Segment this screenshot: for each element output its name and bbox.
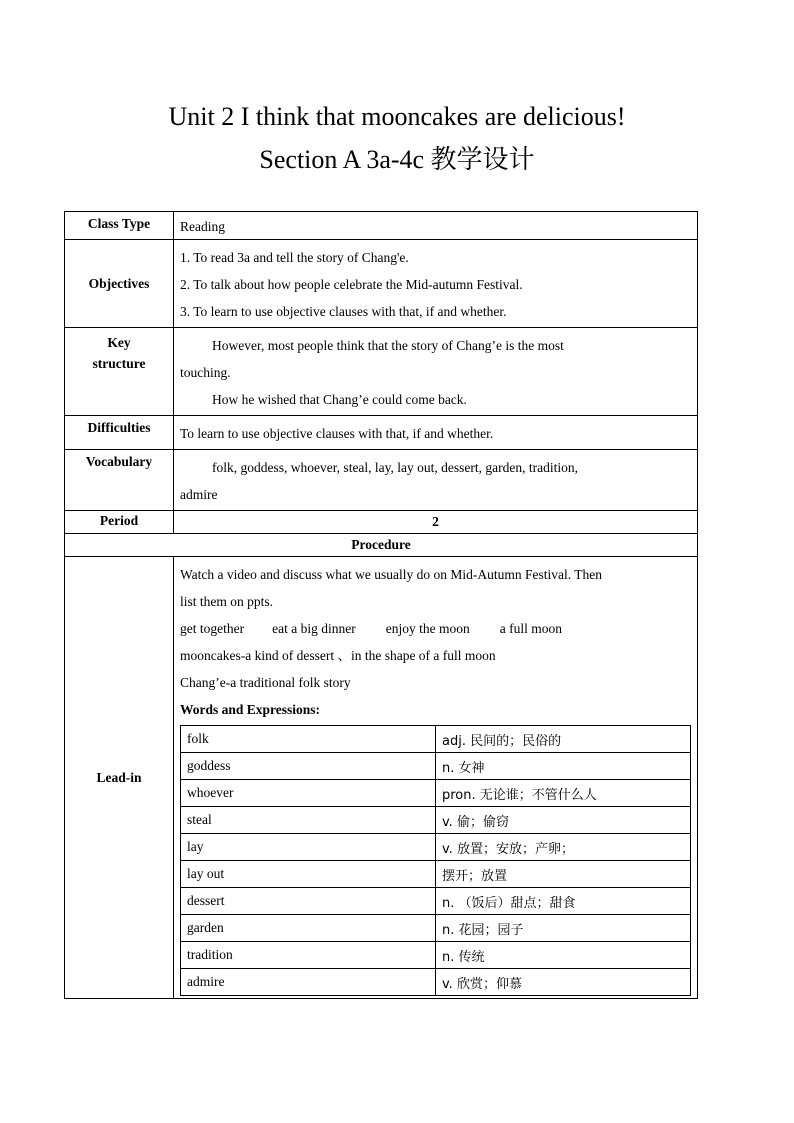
- procedure-heading: [65, 534, 698, 557]
- lead-in-content: [174, 557, 698, 999]
- row-objectives: [65, 240, 698, 328]
- key-structure-label-line1: Key: [107, 335, 131, 350]
- word-cn: n. 传统: [436, 942, 691, 969]
- phrase: enjoy the moon: [385, 621, 470, 636]
- difficulties-label-text: Difficulties: [87, 420, 151, 435]
- lead-in-line: Chang’e-a traditional folk story: [180, 675, 351, 690]
- difficulties-content: [174, 416, 698, 450]
- difficulties-label: [65, 416, 174, 450]
- vocabulary-label: [65, 450, 174, 511]
- word-cn: v. 欣赏；仰慕: [436, 969, 691, 996]
- objective-item: 1. To read 3a and tell the story of Chang'e.: [180, 250, 409, 265]
- class-type-label-text: Class Type: [87, 216, 151, 231]
- word-cn: adj. 民间的；民俗的: [436, 726, 691, 753]
- key-structure-content: [174, 328, 698, 416]
- objectives-list: [174, 240, 698, 328]
- table-row: [181, 915, 691, 942]
- lead-in-label: [65, 557, 174, 999]
- word-en: folk: [181, 726, 436, 753]
- word-en: dessert: [181, 888, 436, 915]
- word-en: admire: [181, 969, 436, 996]
- row-class-type: [65, 212, 698, 240]
- row-vocabulary: [65, 450, 698, 511]
- word-en: lay out: [181, 861, 436, 888]
- lead-in-line: Watch a video and discuss what we usually do on Mid-Autumn Festival. Then: [180, 567, 602, 582]
- table-row: [181, 969, 691, 996]
- objectives-label-text: Objectives: [88, 275, 150, 291]
- period-value-text: 2: [432, 514, 439, 529]
- lead-in-line: list them on ppts.: [180, 594, 274, 609]
- table-row: [181, 861, 691, 888]
- word-cn: v. 偷；偷窃: [436, 807, 691, 834]
- word-cn: n. （饭后）甜点；甜食: [436, 888, 691, 915]
- key-structure-sentence-cont: touching.: [180, 365, 231, 380]
- document-title: Unit 2 I think that mooncakes are delicious!: [168, 102, 626, 131]
- objectives-label: [65, 240, 174, 328]
- phrase: get together: [180, 621, 245, 636]
- key-structure-label: [65, 328, 174, 416]
- class-type-value: [174, 212, 698, 240]
- word-cn: n. 女神: [436, 753, 691, 780]
- table-row: [181, 834, 691, 861]
- word-en: lay: [181, 834, 436, 861]
- procedure-heading-text: Procedure: [351, 537, 411, 552]
- lead-in-label-text: Lead-in: [96, 769, 142, 785]
- phrase: a full moon: [499, 621, 562, 636]
- word-en: goddess: [181, 753, 436, 780]
- vocabulary-line: folk, goddess, whoever, steal, lay, lay out, dessert, garden, tradition,: [212, 460, 578, 475]
- lead-in-line: mooncakes-a kind of dessert 、in the shape of a full moon: [180, 648, 496, 663]
- vocabulary-label-text: Vocabulary: [85, 454, 153, 469]
- document-subtitle: Section A 3a-4c 教学设计: [259, 145, 535, 174]
- period-label-text: Period: [99, 513, 139, 528]
- word-en: tradition: [181, 942, 436, 969]
- period-value: [174, 511, 698, 534]
- row-period: [65, 511, 698, 534]
- key-structure-sentence: However, most people think that the story of Chang’e is the most: [212, 338, 564, 353]
- word-en: whoever: [181, 780, 436, 807]
- row-key-structure: [65, 328, 698, 416]
- word-cn: 摆开；放置: [436, 861, 691, 888]
- objective-item: 3. To learn to use objective clauses with that, if and whether.: [180, 304, 507, 319]
- row-difficulties: [65, 416, 698, 450]
- key-structure-label-line2: structure: [92, 356, 146, 371]
- word-cn: v. 放置；安放；产卵；: [436, 834, 691, 861]
- table-row: [181, 726, 691, 753]
- vocabulary-content: [174, 450, 698, 511]
- words-expressions-title: Words and Expressions:: [180, 702, 321, 717]
- table-row: [181, 888, 691, 915]
- class-type-text: Reading: [180, 219, 225, 234]
- word-en: garden: [181, 915, 436, 942]
- row-procedure: [65, 534, 698, 557]
- vocabulary-line: admire: [180, 487, 218, 502]
- table-row: [181, 807, 691, 834]
- class-type-label: [65, 212, 174, 240]
- word-cn: pron. 无论谁；不管什么人: [436, 780, 691, 807]
- table-row: [181, 753, 691, 780]
- phrase: eat a big dinner: [272, 621, 356, 636]
- key-structure-sentence: How he wished that Chang’e could come back.: [212, 392, 467, 407]
- difficulties-text: To learn to use objective clauses with that, if and whether.: [180, 426, 494, 441]
- table-row: [181, 942, 691, 969]
- word-en: steal: [181, 807, 436, 834]
- lesson-plan-table: [64, 211, 698, 999]
- lead-in-phrases: [180, 615, 691, 642]
- objective-item: 2. To talk about how people celebrate the Mid-autumn Festival.: [180, 277, 523, 292]
- table-row: [181, 780, 691, 807]
- words-table: [180, 725, 691, 996]
- period-label: [65, 511, 174, 534]
- row-lead-in: [65, 557, 698, 999]
- word-cn: n. 花园；园子: [436, 915, 691, 942]
